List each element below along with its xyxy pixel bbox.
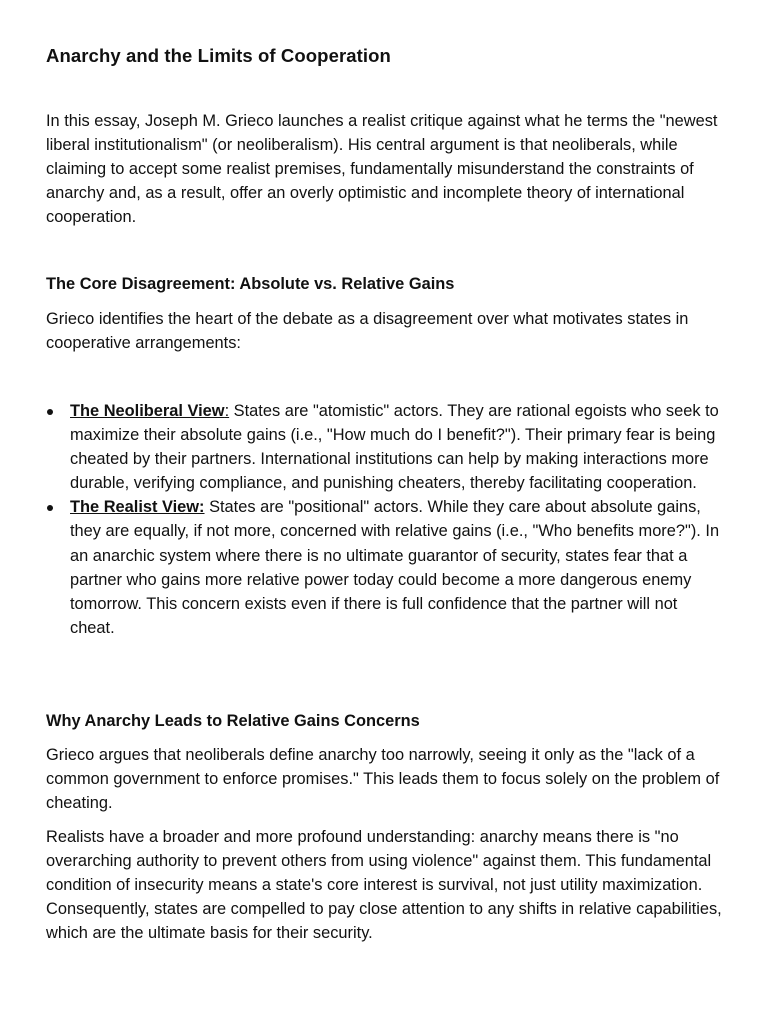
section-heading-core-disagreement: The Core Disagreement: Absolute vs. Relative Gains [46, 275, 455, 293]
neoliberal-view-text: States are "atomistic" actors. They are rational egoists who seek to maximize their absolute gains (i.e., "How much do I benefit?"). Their primary fear is being cheated by their partners. International institutions can help by making interactions more durable, verifying compliance, and punishing cheaters, thereby facilitating cooperation. [70, 402, 719, 493]
bullet-neoliberal-view [46, 399, 724, 495]
views-bullet-list [46, 399, 724, 640]
section-lead-paragraph: Grieco identifies the heart of the debate as a disagreement over what motivates states in cooperative arrangements: [46, 310, 689, 353]
intro-paragraph: In this essay, Joseph M. Grieco launches a realist critique against what he terms the "newest liberal institutionalism" (or neoliberalism). His central argument is that neoliberals, while claiming to accept some realist premises, fundamentally misunderstand the constraints of anarchy and, as a result, offer an overly optimistic and incomplete theory of international cooperation. [46, 112, 718, 227]
document-title: Anarchy and the Limits of Cooperation [46, 45, 391, 66]
anarchy-paragraph-2: Realists have a broader and more profound understanding: anarchy means there is "no overarching authority to prevent others from using violence" against them. This fundamental condition of insecurity means a state's core interest is survival, not just utility maximization. Consequently, states are compelled to pay close attention to any shifts in relative capabilities, which are the ultimate basis for their security. [46, 828, 722, 943]
realist-view-text: States are "positional" actors. While they care about absolute gains, they are equally, if not more, concerned with relative gains (i.e., "Who benefits more?"). In an anarchic system where there is no ultimate guarantor of security, states fear that a partner who gains more relative power today could become a more dangerous enemy tomorrow. This concern exists even if there is full confidence that the partner will not cheat. [70, 498, 720, 637]
neoliberal-view-separator: : [224, 402, 230, 420]
bullet-icon [47, 505, 53, 511]
bullet-realist-view [46, 495, 724, 640]
anarchy-paragraph-1: Grieco argues that neoliberals define anarchy too narrowly, seeing it only as the "lack of a common government to enforce promises." This leads them to focus solely on the problem of cheating. [46, 746, 720, 813]
realist-view-term: The Realist View: [70, 498, 205, 517]
neoliberal-view-term: The Neoliberal View [70, 402, 225, 420]
section-heading-anarchy: Why Anarchy Leads to Relative Gains Concerns [46, 712, 420, 730]
bullet-icon [47, 409, 53, 415]
